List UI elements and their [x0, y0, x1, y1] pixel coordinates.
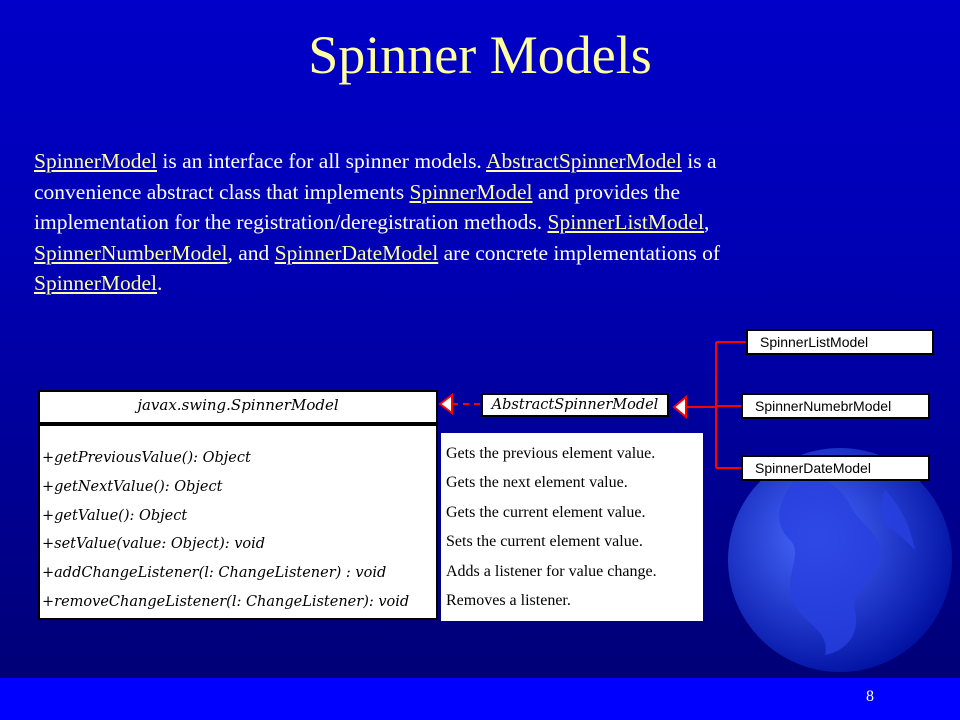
method-item: +getValue(): Object	[42, 507, 188, 524]
link-spinnermodel[interactable]: SpinnerModel	[409, 179, 533, 204]
class-box-spinnernumbermodel	[741, 393, 930, 419]
abstract-class-name: AbstractSpinnerModel	[491, 397, 659, 413]
link-spinnermodel[interactable]: SpinnerModel	[34, 149, 158, 173]
class-name: SpinnerNumebrModel	[755, 398, 892, 414]
realization-arrowhead	[440, 395, 452, 413]
method-item: +getPreviousValue(): Object	[42, 450, 251, 466]
method-list	[38, 424, 438, 620]
class-name: SpinnerListModel	[760, 334, 869, 350]
text-segment: are concrete implementations of	[438, 240, 721, 265]
interface-name: javax.swing.SpinnerModel	[137, 396, 339, 414]
description-list	[441, 433, 703, 621]
interface-box	[38, 390, 438, 424]
text-segment: and provides the	[532, 179, 681, 204]
method-item: +getNextValue(): Object	[42, 478, 223, 495]
class-box-spinnerlistmodel	[746, 329, 934, 355]
description-item: Adds a listener for value change.	[446, 562, 657, 580]
slide-title: Spinner Models	[308, 25, 652, 85]
class-box-spinnerdatemodel	[741, 455, 930, 481]
description-item: Gets the next element value.	[446, 474, 628, 492]
description-item: Sets the current element value.	[446, 533, 643, 551]
text-segment: is a	[681, 149, 717, 173]
text-segment: , and	[227, 240, 275, 265]
abstract-class-box	[481, 393, 669, 417]
text-segment: implementation for the registration/deregistration methods.	[34, 210, 548, 234]
text-segment: .	[157, 271, 163, 295]
link-spinnermodel[interactable]: SpinnerModel	[34, 271, 158, 295]
method-item: +addChangeListener(l: ChangeListener) : void	[42, 565, 387, 582]
text-segment: is an interface for all spinner models.	[157, 149, 486, 173]
description-item: Gets the previous element value.	[446, 445, 656, 462]
link-spinnernumbermodel[interactable]: SpinnerNumberModel	[34, 240, 228, 265]
link-abstractspinnermodel[interactable]: AbstractSpinnerModel	[486, 149, 682, 173]
text-segment: ,	[703, 210, 710, 234]
description-item: Gets the current element value.	[446, 503, 646, 521]
generalization-arrowhead	[674, 397, 686, 417]
text-segment: convenience abstract class that implements	[34, 179, 410, 204]
link-spinnerlistmodel[interactable]: SpinnerListModel	[547, 210, 704, 234]
method-item: +removeChangeListener(l: ChangeListener): void	[42, 593, 410, 610]
class-name: SpinnerDateModel	[755, 460, 871, 476]
method-item: +setValue(value: Object): void	[42, 536, 266, 553]
page-number: 8	[866, 688, 874, 705]
link-spinnerdatemodel[interactable]: SpinnerDateModel	[274, 240, 439, 265]
description-item: Removes a listener.	[446, 591, 571, 609]
